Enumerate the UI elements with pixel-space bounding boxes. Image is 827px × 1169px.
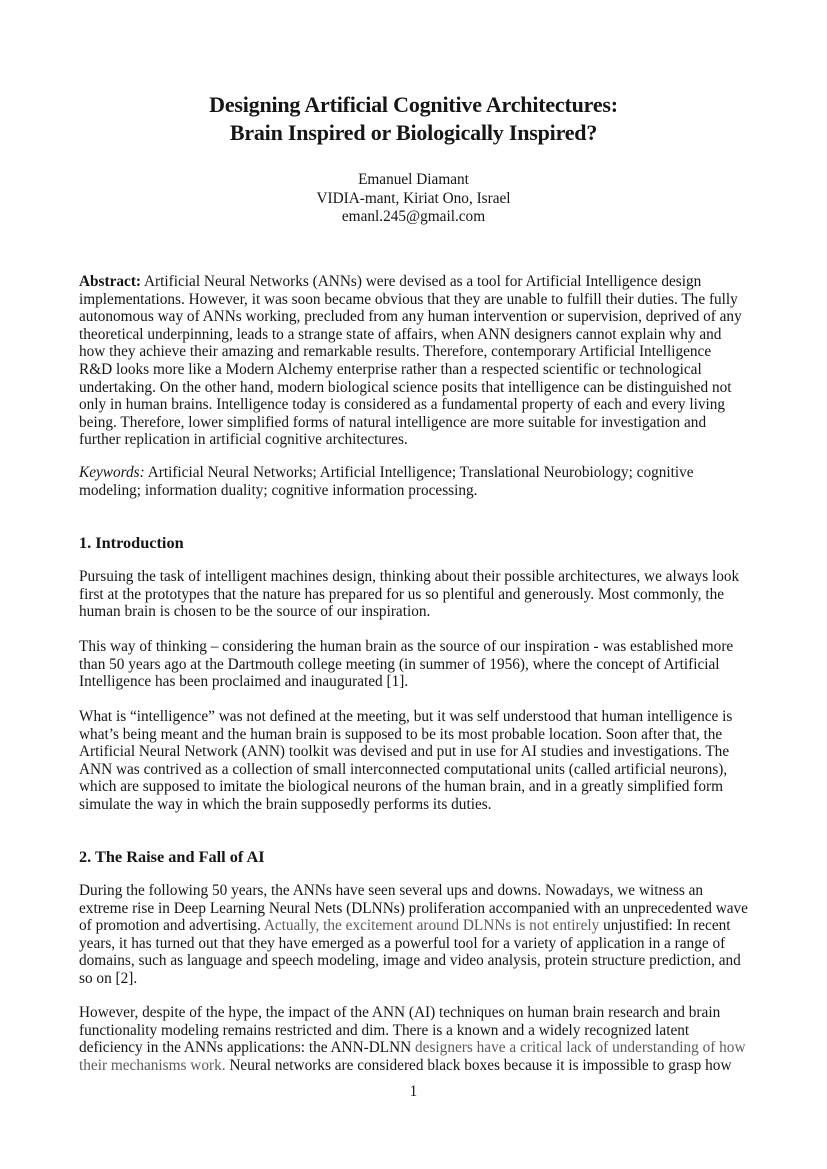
text: Artificial Neural Networks (ANNs) were devised as a tool for Artificial Intelligence design: [141, 273, 702, 290]
text: theoretical underpinning, leads to a strange state of affairs, when ANN designers cannot explain why and: [79, 325, 722, 343]
text-line: [79, 308, 759, 326]
text: human brain is chosen to be the source of our inspiration.: [79, 603, 431, 621]
text: During the following 50 years, the ANNs have seen several ups and downs. Nowadays, we witness an: [79, 882, 704, 899]
text: unjustified: In recent: [599, 917, 731, 935]
text-line: [79, 796, 759, 814]
text-line: [0, 171, 827, 190]
text-line: [79, 414, 759, 432]
text-line: [79, 464, 759, 482]
text-line: [79, 396, 759, 414]
text: extreme rise in Deep Learning Neural Nets (DLNNs) proliferation accompanied with an unprecedented wave: [79, 899, 748, 917]
text: further replication in artificial cognitive architectures.: [79, 431, 408, 449]
text-line: [79, 970, 759, 988]
gray-text: their mechanisms work.: [79, 1056, 226, 1074]
text: functionality modeling remains restricted and dim. There is a known and a widely recognized latent: [79, 1021, 690, 1039]
text: Pursuing the task of intelligent machines design, thinking about their possible architectures, we always look: [79, 568, 740, 585]
text: than 50 years ago at the Dartmouth college meeting (in summer of 1956), where the concept of Artificial: [79, 655, 720, 673]
text-line: [79, 917, 759, 935]
text-line: [79, 291, 759, 309]
text-line: [79, 638, 759, 656]
text-line: [79, 603, 759, 621]
text-line: [79, 1057, 759, 1075]
text: so on [2].: [79, 969, 138, 987]
text: deficiency in the ANNs applications: the ANN-DLNN: [79, 1039, 416, 1057]
text: autonomous way of ANNs working, precluded from any human intervention or supervision, deprived of any: [79, 308, 742, 326]
page-number: 1: [409, 1083, 418, 1100]
text-line: [79, 900, 759, 918]
text: how they achieve their amazing and remarkable results. Therefore, contemporary Artificial Intelligence: [79, 343, 712, 361]
text-line: [79, 568, 759, 586]
text: Artificial Neural Networks; Artificial Intelligence; Translational Neurobiology; cognitive: [144, 464, 694, 481]
text: Intelligence has been proclaimed and inaugurated [1].: [79, 673, 409, 691]
text-line: [79, 952, 759, 970]
keywords: [79, 464, 759, 499]
section-heading-introduction: 1. Introduction: [79, 533, 184, 552]
paragraph: [79, 638, 759, 691]
text: However, despite of the hype, the impact of the ANN (AI) techniques on human brain research and brain: [79, 1004, 721, 1021]
text-line: [79, 726, 759, 744]
text: Emanuel Diamant: [358, 171, 469, 188]
text: only in human brains. Intelligence today is considered as a fundamental property of each and every living: [79, 396, 726, 414]
text-line: [79, 482, 759, 500]
gray-text: Actually, the excitement around DLNNs is not entirely: [263, 917, 600, 935]
section-heading-raise-and-fall: 2. The Raise and Fall of AI: [79, 847, 265, 866]
text: What is “intelligence” was not defined at the meeting, but it was self understood that human intelligence is: [79, 708, 733, 725]
text-line: [79, 1022, 759, 1040]
text: Artificial Neural Network (ANN) toolkit was devised and put in use for AI studies and investigations. The: [79, 743, 730, 761]
text: Designing Artificial Cognitive Architectures:: [209, 92, 618, 117]
text-line: [79, 326, 759, 344]
text-line: [79, 708, 759, 726]
text: R&D looks more like a Modern Alchemy enterprise rather than a respected scientific or technological: [79, 360, 702, 378]
text-line: [0, 91, 827, 119]
text-line: [79, 343, 759, 361]
paragraph: [79, 1004, 759, 1074]
text: which are supposed to imitate the biological neurons of the human brain, and in a greatly simplified form: [79, 778, 724, 796]
text: Neural networks are considered black boxes because it is impossible to grasp how: [225, 1056, 732, 1074]
text-line: [79, 1004, 759, 1022]
text: emanl.245@gmail.com: [341, 208, 486, 225]
text: implementations. However, it was soon became obvious that they are unable to fulfill their duties. The fully: [79, 290, 738, 308]
text: modeling; information duality; cognitive information processing.: [79, 481, 478, 499]
paragraph: [79, 568, 759, 621]
text-line: [79, 361, 759, 379]
text: Brain Inspired or Biologically Inspired?: [229, 120, 598, 145]
text-line: [79, 586, 759, 604]
text-line: [79, 761, 759, 779]
text-line: [79, 656, 759, 674]
text-line: [79, 673, 759, 691]
gray-text: designers have a critical lack of understanding of how: [415, 1039, 746, 1057]
text-line: [79, 379, 759, 397]
text-line: [79, 935, 759, 953]
text: of promotion and advertising.: [79, 917, 264, 935]
text: being. Therefore, lower simplified forms of natural intelligence are more suitable for investigation and: [79, 413, 707, 431]
author-info: [0, 171, 827, 227]
text: years, it has turned out that they have emerged as a powerful tool for a variety of application in a range of: [79, 934, 726, 952]
text-line: [79, 882, 759, 900]
text: domains, such as language and speech modeling, image and video analysis, protein structure prediction, and: [79, 952, 741, 970]
label-text: Keywords:: [79, 464, 145, 481]
text: This way of thinking – considering the human brain as the source of our inspiration - was established more: [79, 638, 734, 655]
text: simulate the way in which the brain supposedly performs its duties.: [79, 795, 492, 813]
text: undertaking. On the other hand, modern biological science posits that intelligence can be distinguished not: [79, 378, 732, 396]
label-text: Abstract:: [79, 273, 142, 290]
text-line: [0, 208, 827, 227]
text-line: [79, 273, 759, 291]
text-line: [79, 743, 759, 761]
text-line: [0, 190, 827, 209]
text-line: [0, 119, 827, 147]
text-line: [79, 431, 759, 449]
text: first at the prototypes that the nature has prepared for us so plentiful and generously. Most commonly, the: [79, 585, 725, 603]
text: what’s being meant and the human brain is supposed to be its most probable location. Soon after that, the: [79, 725, 723, 743]
text-line: [79, 1039, 759, 1057]
abstract: [79, 273, 759, 449]
paragraph: [79, 708, 759, 814]
paper-title: [0, 91, 827, 147]
text: VIDIA-mant, Kiriat Ono, Israel: [316, 189, 511, 207]
paragraph: [79, 882, 759, 988]
text-line: [79, 778, 759, 796]
text: ANN was contrived as a collection of small interconnected computational units (called artificial neurons),: [79, 760, 728, 778]
